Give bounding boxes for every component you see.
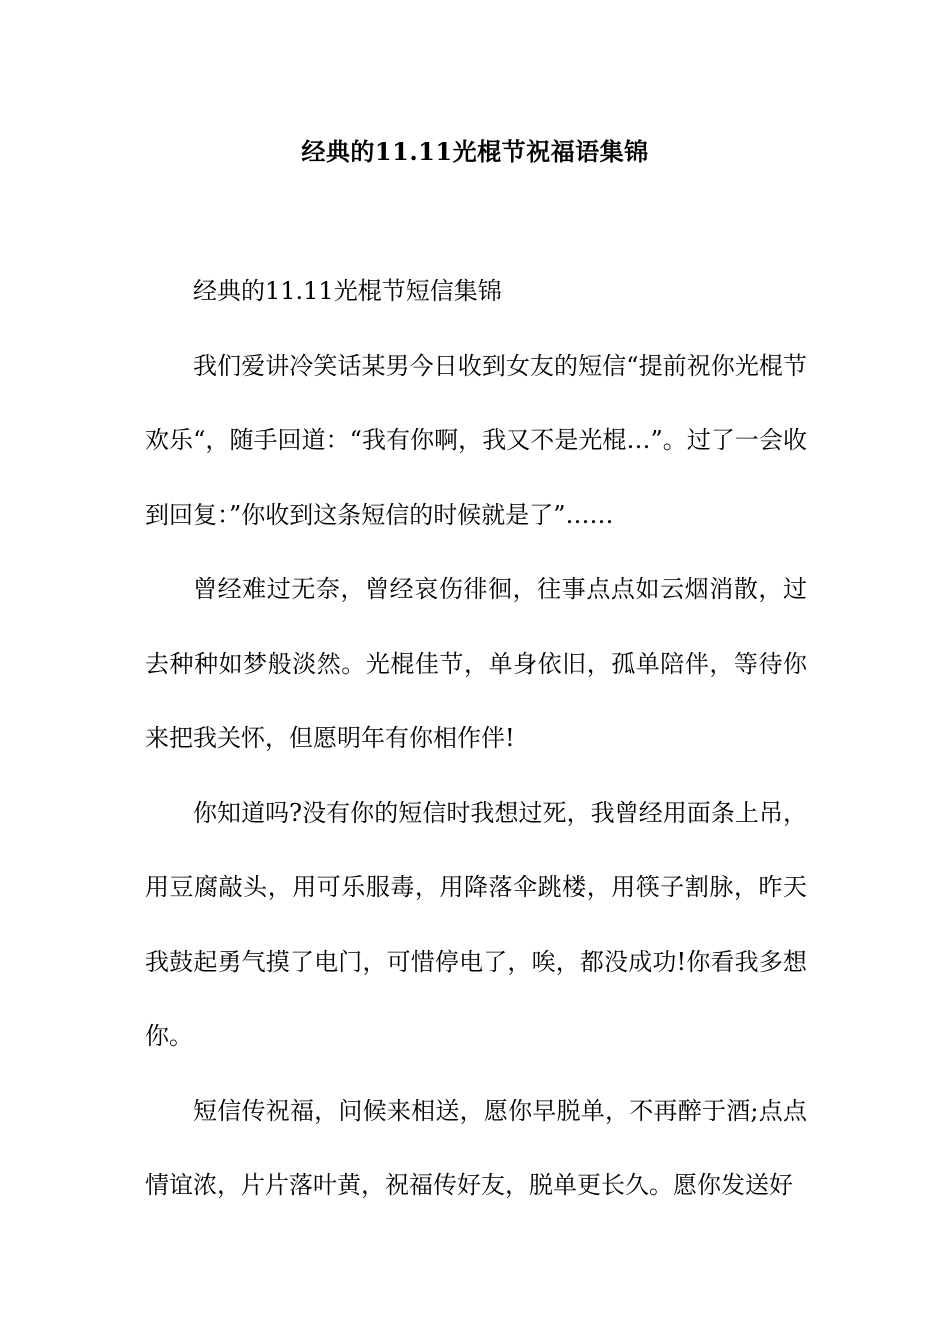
- paragraph-wish-1: 曾经难过无奈，曾经哀伤徘徊，往事点点如云烟消散，过去种种如梦般淡然。光棍佳节，单身依旧，孤单陪伴，等待你来把我关怀，但愿明年有你相作伴!: [145, 575, 807, 752]
- document-title: 经典的11.11光棍节祝福语集锦: [301, 137, 649, 166]
- paragraph-wish-2: 你知道吗?没有你的短信时我想过死，我曾经用面条上吊，用豆腐敲头，用可乐服毒，用降落伞跳楼，用筷子割脉，昨天我鼓起勇气摸了电门，可惜停电了，唉，都没成功!你看我多想你。: [145, 798, 807, 1050]
- paragraph-wish-3: 短信传祝福，问候来相送，愿你早脱单，不再醉于酒;点点情谊浓，片片落叶黄，祝福传好友，脱单更长久。愿你发送好: [145, 1096, 807, 1199]
- paragraph-joke: 我们爱讲冷笑话某男今日收到女友的短信“提前祝你光棍节欢乐“，随手回道：“我有你啊，我又不是光棍…”。过了一会收到回复：”你收到这条短信的时候就是了”……: [145, 351, 807, 529]
- document-body: [145, 254, 807, 1223]
- paragraph-subtitle: 经典的11.11光棍节短信集锦: [193, 277, 502, 305]
